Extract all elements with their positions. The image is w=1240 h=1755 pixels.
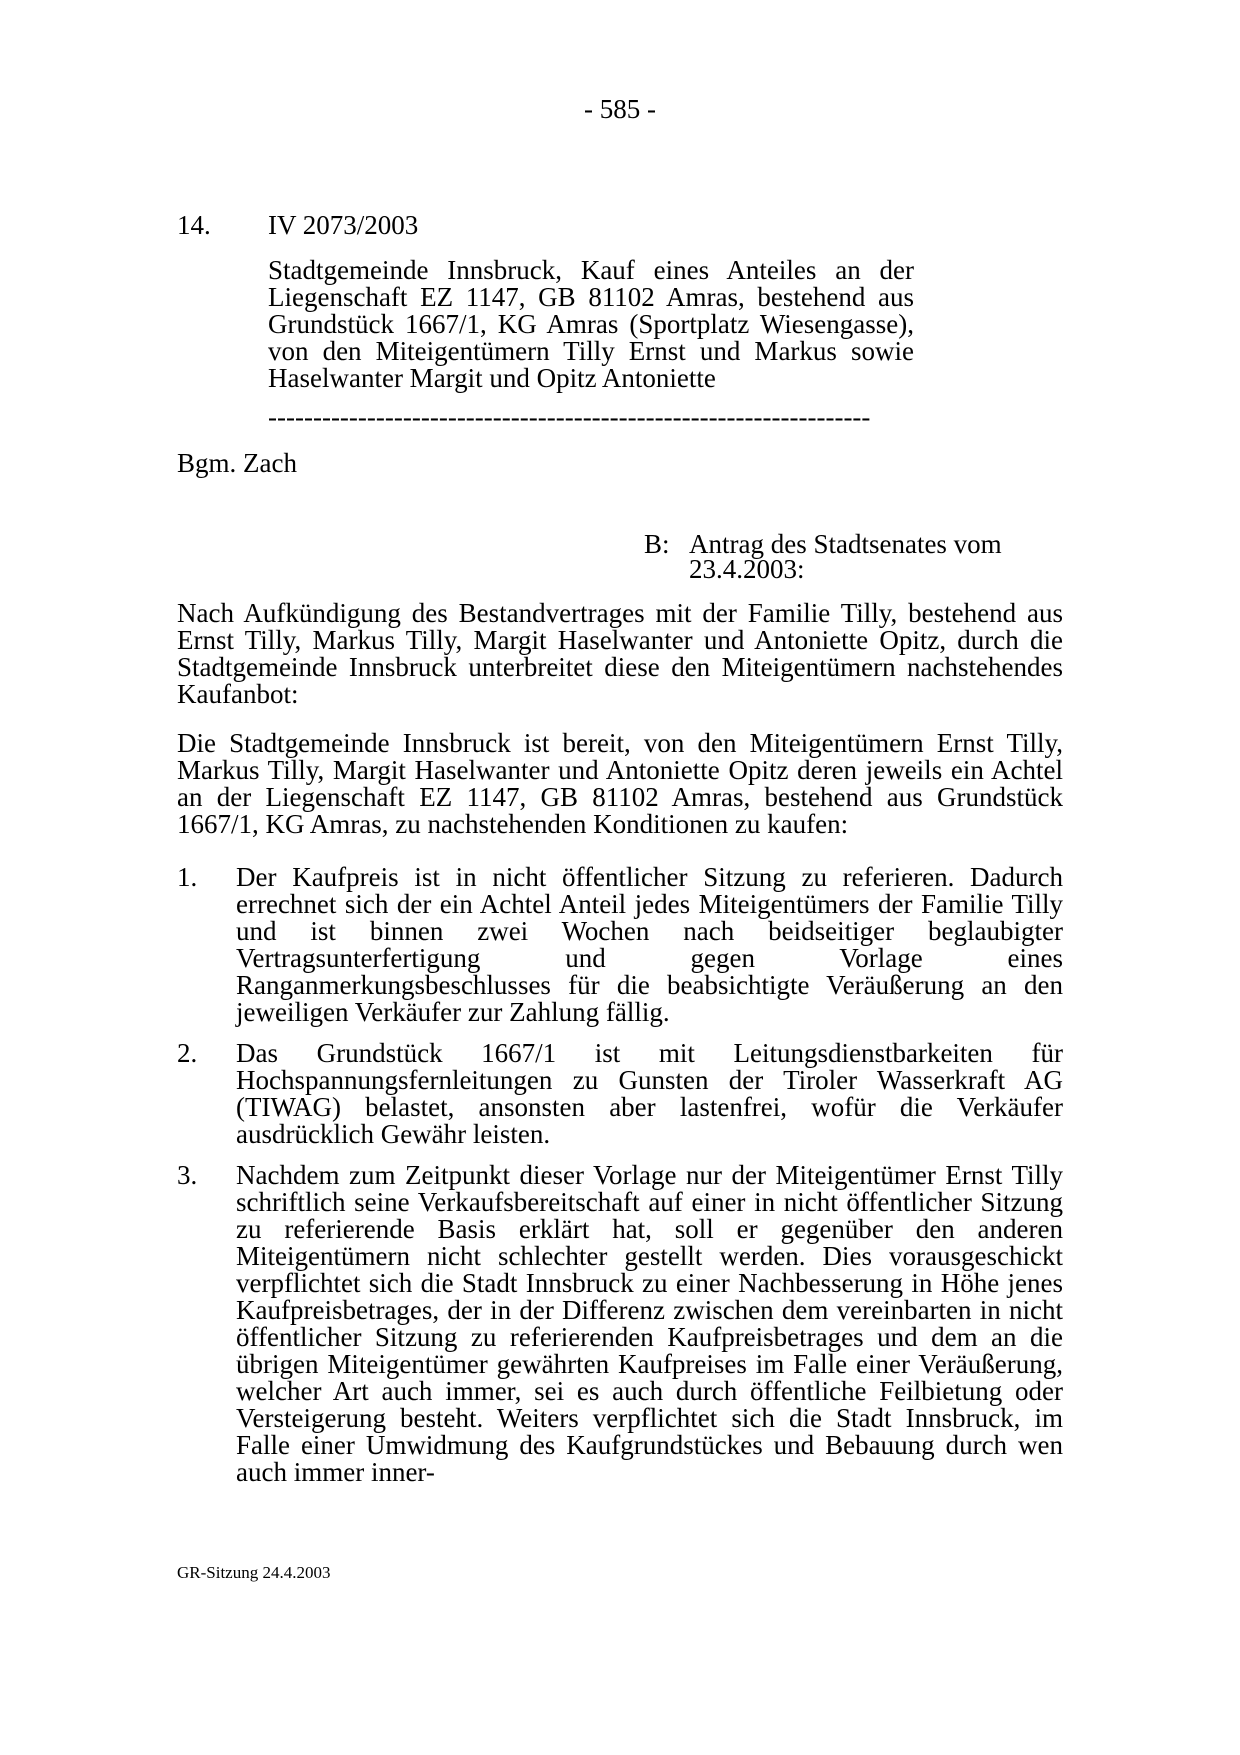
condition-text: Der Kaufpreis ist in nicht öffentlicher Sitzung zu referieren. Dadurch errechnet sich der ein Achtel Anteil jedes Miteigentümers der Familie Tilly und ist binnen zwei Wochen nach beidseitiger beglaubigter Vertragsunterfertigung und gegen Vorlage eines Ranganmerkungsbeschlusses für die beabsichtigte Veräußerung an den jeweiligen Verkäufer zur Zahlung fällig. — [236, 862, 1063, 1027]
list-item — [177, 1162, 1063, 1486]
motion-letter: B: — [644, 529, 670, 559]
condition-number: 3. — [177, 1160, 198, 1190]
agenda-item-subject: Stadtgemeinde Innsbruck, Kauf eines Anteiles an der Liegenschaft EZ 1147, GB 81102 Amras, bestehend aus Grundstück 1667/1, KG Amras (Sportplatz Wiesengasse), von den Miteigentümern Tilly Ernst und Markus sowie Haselwanter Margit und Opitz Antoniette — [268, 255, 914, 393]
motion-text: Antrag des Stadtsenates vom 23.4.2003: — [689, 529, 1002, 584]
footer: GR-Sitzung 24.4.2003 — [177, 1563, 331, 1582]
condition-number: 2. — [177, 1038, 198, 1068]
speaker: Bgm. Zach — [177, 448, 297, 478]
page-number: - 585 - — [584, 94, 656, 124]
intro-paragraph: Nach Aufkündigung des Bestandvertrages mit der Familie Tilly, bestehend aus Ernst Tilly, Markus Tilly, Margit Haselwanter und Antoniette Opitz, durch die Stadtgemeinde Innsbruck unterbreitet diese den Miteigentümern nachstehendes Kaufanbot: — [177, 598, 1063, 709]
separator-line: ------------------------------------------------------------------- — [268, 404, 871, 431]
list-item — [177, 864, 1063, 1026]
conditions-list — [177, 864, 1063, 1500]
condition-text: Das Grundstück 1667/1 ist mit Leitungsdienstbarkeiten für Hochspannungsfernleitungen zu Gunsten der Tiroler Wasserkraft AG (TIWAG) belastet, ansonsten aber lastenfrei, wofür die Verkäufer ausdrücklich Gewähr leisten. — [236, 1038, 1063, 1149]
offer-paragraph: Die Stadtgemeinde Innsbruck ist bereit, von den Miteigentümern Ernst Tilly, Markus Tilly, Margit Haselwanter und Antoniette Opitz deren jeweils ein Achtel an der Liegenschaft EZ 1147, GB 81102 Amras, bestehend aus Grundstück 1667/1, KG Amras, zu nachstehenden Konditionen zu kaufen: — [177, 728, 1063, 839]
agenda-item-reference: IV 2073/2003 — [268, 210, 419, 240]
agenda-item-number: 14. — [177, 210, 211, 240]
condition-number: 1. — [177, 862, 198, 892]
list-item — [177, 1040, 1063, 1148]
condition-text: Nachdem zum Zeitpunkt dieser Vorlage nur der Miteigentümer Ernst Tilly schriftlich seine Verkaufsbereitschaft auf einer in nicht öffentlicher Sitzung zu referierende Basis erklärt hat, soll er gegenüber den anderen Miteigentümern nicht schlechter gestellt werden. Dies vorausgeschickt verpflichtet sich die Stadt Innsbruck zu einer Nachbesserung in Höhe jenes Kaufpreisbetrages, der in der Differenz zwischen dem vereinbarten in nicht öffentlicher Sitzung zu referierenden Kaufpreisbetrages und dem an die übrigen Miteigentümer gewährten Kaufpreises im Falle einer Veräußerung, welcher Art auch immer, sei es auch durch öffentliche Feilbietung oder Versteigerung besteht. Weiters verpflichtet sich die Stadt Innsbruck, im Falle einer Umwidmung des Kaufgrundstückes und Bebauung durch wen auch immer inner- — [236, 1160, 1063, 1487]
